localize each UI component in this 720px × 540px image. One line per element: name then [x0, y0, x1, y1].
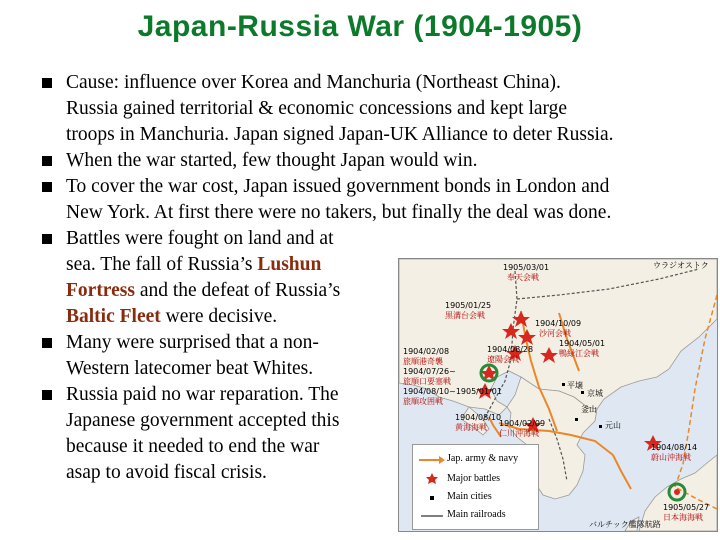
map-label-battle: 旅順口要塞戦	[403, 377, 451, 386]
map-label-battle: 旅順港奇襲	[403, 357, 443, 366]
bullet-line: Battles were fought on land and at	[66, 228, 334, 249]
map-label-date: 1904/02/09	[499, 419, 546, 428]
map-label-date: 1905/05/27	[663, 503, 710, 512]
bullet-line: Cause: influence over Korea and Manchuria (Northeast China).	[66, 72, 561, 93]
map-label-battle: 日本海海戦	[663, 513, 703, 522]
city-square-icon	[417, 491, 447, 505]
city-seoul	[581, 391, 584, 394]
map-label-battle: 蔚山沖海戦	[651, 453, 691, 462]
map-label-date: 1904/08/14	[651, 443, 698, 452]
bullet-line: and the defeat of Russia’s	[134, 280, 341, 301]
city-wonsan	[599, 425, 602, 428]
map-label-battle: 黄海海戦	[455, 423, 487, 432]
naval-battle-ring	[674, 489, 680, 495]
bullet-reparation	[42, 382, 366, 486]
map-label-date: 1904/02/08	[403, 347, 450, 356]
bullet-battles	[42, 226, 366, 330]
bullet-line: Russia paid no war reparation. The	[66, 384, 339, 405]
highlight-lushun: Lushun	[257, 254, 322, 275]
legend-item-army-navy	[413, 451, 538, 468]
bullet-line: Many were surprised that a non-	[66, 332, 319, 353]
map-label-pyongyang: 平壌	[567, 381, 583, 390]
map-label-battle: 鴨緑江会戦	[559, 349, 599, 358]
bullet-line: sea. The fall of Russia’s	[66, 254, 258, 275]
route-arrow-icon	[417, 453, 447, 467]
map-label-baltic-route: バルチック艦隊航路	[589, 520, 661, 529]
bullet-cause	[42, 70, 702, 148]
bullet-square-icon	[42, 390, 52, 400]
bullet-line: because it needed to end the war	[66, 436, 320, 457]
legend-label: Major battles	[447, 473, 501, 484]
highlight-baltic-fleet: Baltic Fleet	[66, 306, 161, 327]
map-label-date: 1905/03/01	[503, 263, 550, 272]
map-label-date: 1904/07/26~	[403, 367, 456, 376]
bullet-square-icon	[42, 338, 52, 348]
bullet-line: Western latecomer beat Whites.	[66, 358, 314, 379]
bullet-surprise	[42, 330, 366, 382]
map-label-seoul: 京城	[587, 389, 603, 398]
bullet-square-icon	[42, 234, 52, 244]
bullet-line: When the war started, few thought Japan would win.	[66, 150, 478, 171]
map-label-date: 1904/08/28	[487, 345, 534, 354]
bullet-war-start	[42, 148, 702, 174]
legend-label: Jap. army & navy	[447, 453, 519, 464]
map-label-battle: 遼陽会戦	[487, 355, 519, 364]
map-label-battle: 旅順攻囲戦	[403, 397, 443, 406]
map-label-battle: 沙河会戦	[539, 329, 571, 338]
map-legend	[412, 444, 539, 530]
map-label-date: 1904/05/01	[559, 339, 606, 348]
map-label-battle: 黒溝台会戦	[445, 311, 485, 320]
legend-item-cities	[413, 489, 538, 506]
legend-item-battles	[413, 471, 538, 488]
highlight-fortress: Fortress	[66, 280, 135, 301]
bullet-line: troops in Manchuria. Japan signed Japan-UK Alliance to deter Russia.	[66, 124, 614, 145]
map-label-date: 1905/01/25	[445, 301, 492, 310]
route-line	[613, 455, 631, 489]
bullet-line: To cover the war cost, Japan issued government bonds in London and	[66, 176, 610, 197]
bullet-square-icon	[42, 182, 52, 192]
map-label-date: 1904/08/10	[455, 413, 502, 422]
legend-item-railroads	[413, 507, 538, 524]
bullet-war-cost	[42, 174, 702, 226]
map-label-busan: 釜山	[581, 405, 597, 414]
bullet-square-icon	[42, 78, 52, 88]
railroad-line-icon	[417, 509, 447, 523]
bullet-line: were decisive.	[160, 306, 278, 327]
bullet-line: Japanese government accepted this	[66, 410, 340, 431]
battle-star-icon	[417, 472, 447, 486]
map-label-battle: 仁川沖海戦	[499, 429, 539, 438]
bullet-line: New York. At first there were no takers, but finally the deal was done.	[66, 202, 612, 223]
slide-title: Japan-Russia War (1904-1905)	[137, 10, 583, 43]
naval-battle-ring	[486, 370, 492, 376]
legend-label: Main railroads	[447, 509, 506, 520]
map-label-date: 1904/08/10~1905/01/01	[403, 387, 502, 396]
bullet-line: asap to avoid fiscal crisis.	[66, 462, 267, 483]
map-label-battle: 奉天会戦	[507, 273, 539, 282]
map-label-date: 1904/10/09	[535, 319, 582, 328]
city-pyongyang	[562, 383, 565, 386]
city-busan	[575, 418, 578, 421]
map-label-wonsan: 元山	[605, 421, 621, 430]
legend-label: Main cities	[447, 491, 492, 502]
bullet-square-icon	[42, 156, 52, 166]
bullet-line: Russia gained territorial & economic concessions and kept large	[66, 98, 568, 119]
map-label-vladivostok: ウラジオストク	[653, 261, 709, 270]
